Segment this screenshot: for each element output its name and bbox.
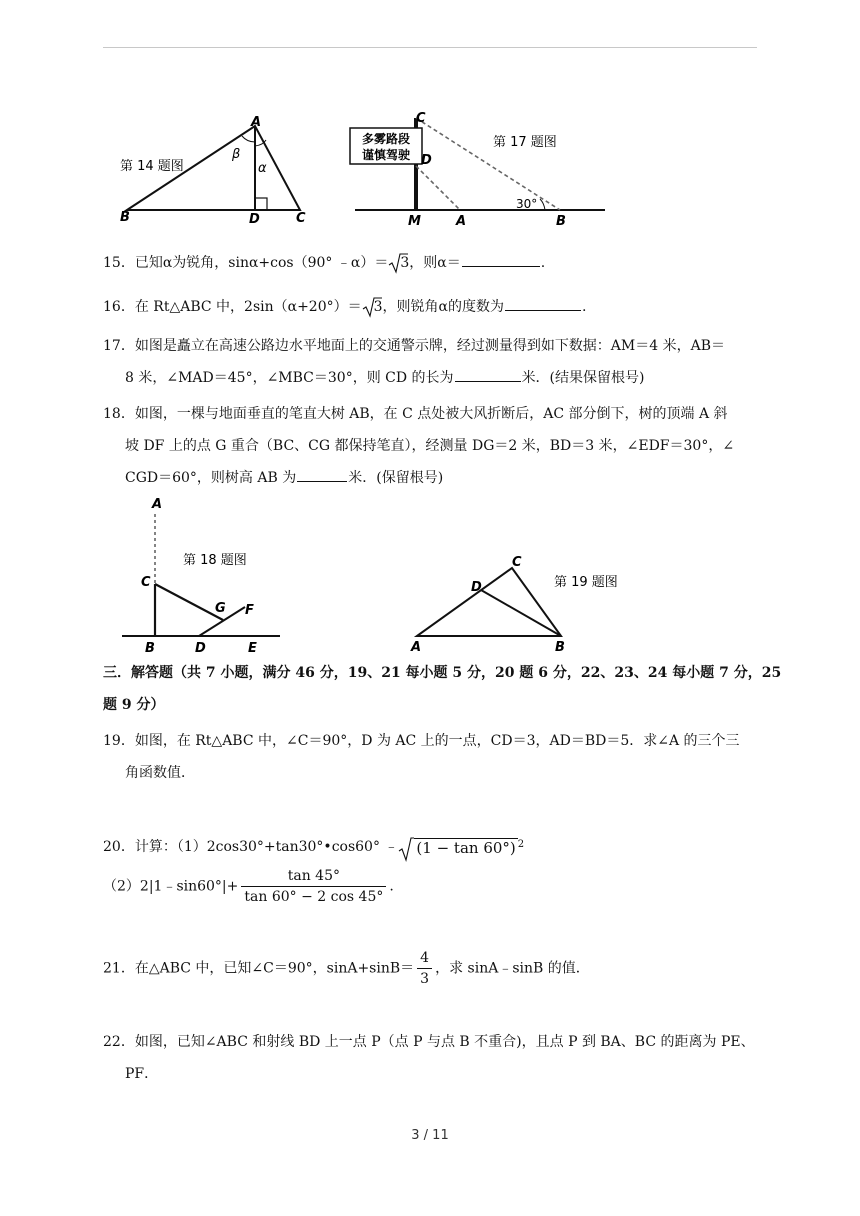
q21-text-b: ，求 sinA﹣sinB 的值．: [435, 960, 590, 977]
fig18-label-d: D: [195, 641, 206, 656]
fig18-label-b: B: [145, 641, 155, 656]
q21-text-a: 21．在△ABC 中，已知∠C＝90°，sinA+sinB＝: [103, 960, 415, 977]
fig14-label-a: A: [251, 115, 262, 130]
q17-line2: [103, 362, 763, 394]
q15-text-b: ，则α＝: [409, 255, 461, 271]
fig19-caption: 第 19 题图: [554, 575, 618, 590]
figure-19-drawing: [405, 552, 645, 656]
fig18-label-c: C: [141, 575, 151, 590]
page-number: 3 / 11: [411, 1128, 449, 1143]
question-20: [103, 832, 763, 862]
figure-14-drawing: [110, 112, 310, 230]
figure-18: [115, 494, 285, 656]
q15-number: 15．: [103, 255, 135, 271]
fig17-caption: 第 17 题图: [493, 135, 557, 150]
q15-end: .: [540, 255, 546, 271]
question-15: [103, 247, 763, 279]
header-rule: [103, 47, 757, 48]
q15-sqrt: [388, 247, 409, 279]
fig19-label-d: D: [471, 580, 482, 595]
fig18-label-a: A: [152, 497, 163, 512]
q20-part1-exponent: 2: [517, 839, 525, 850]
q18-line3-b: 米．(保留根号): [348, 470, 444, 486]
fig18-label-g: G: [215, 601, 226, 616]
q20-part2-denominator: tan 60° − 2 cos 45°: [244, 889, 384, 905]
fig17-angle: 30°: [516, 197, 538, 211]
q21-numerator: 4: [417, 948, 432, 969]
fig17-label-d: D: [421, 153, 432, 168]
fig19-label-c: C: [512, 555, 522, 570]
q16-text-a: 在 Rt△ABC 中，2sin（α+20°）＝: [134, 299, 362, 315]
q18-line2: 坡 DF 上的点 G 重合（BC、CG 都保持笔直），经测量 DG＝2 米，BD＝3 米，∠EDF＝30°，∠: [125, 438, 735, 454]
q19-line2: 角函数值．: [125, 765, 195, 781]
section-3-heading: [103, 657, 782, 721]
figure-17: [340, 108, 620, 230]
question-17: [103, 330, 763, 394]
q20-part2-numerator: tan 45°: [241, 866, 386, 887]
q20-part2-fraction: [241, 866, 386, 907]
q18-answer-blank[interactable]: [297, 464, 347, 482]
figure-18-drawing: [115, 494, 285, 656]
fig14-caption: 第 14 题图: [120, 159, 184, 174]
q15-radicand: 3: [400, 255, 410, 271]
q17-line2-a: 8 米，∠MAD＝45°，∠MBC＝30°，则 CD 的长为: [125, 370, 454, 386]
fig17-label-c: C: [416, 111, 426, 126]
fig18-label-f: F: [245, 603, 254, 618]
question-21: [103, 948, 763, 989]
q21-denominator: 3: [420, 971, 430, 987]
q20-part1-sqrt: [398, 832, 524, 862]
figure-17-drawing: [340, 108, 620, 230]
fig17-sign-line2: 谨慎驾驶: [361, 148, 411, 162]
question-19: [103, 725, 763, 789]
section3-line1: 三．解答题（共 7 小题，满分 46 分，19、21 每小题 5 分，20 题 6 分，22、23、24 每小题 7 分，25: [103, 665, 782, 681]
q17-answer-blank[interactable]: [455, 364, 521, 382]
q19-line1: 19．如图，在 Rt△ABC 中，∠C＝90°，D 为 AC 上的一点，CD＝3，AD＝BD＝5．求∠A 的三个三: [103, 733, 740, 749]
fig14-label-c: C: [296, 211, 306, 226]
fig14-label-d: D: [249, 212, 260, 227]
q15-answer-blank[interactable]: [462, 249, 540, 267]
q22-line2: PF．: [125, 1066, 159, 1082]
fig18-label-e: E: [248, 641, 257, 656]
q17-line2-b: 米．(结果保留根号): [521, 370, 645, 386]
fig14-label-alpha: α: [258, 161, 267, 176]
q22-line1: 22．如图，已知∠ABC 和射线 BD 上一点 P（点 P 与点 B 不重合)，且点 P 到 BA、BC 的距离为 PE、: [103, 1034, 755, 1050]
q20-part2-end: .: [389, 878, 394, 895]
q18-line3-a: CGD＝60°，则树高 AB 为: [125, 470, 297, 486]
q16-text-b: ，则锐角α的度数为: [382, 299, 505, 315]
q21-fraction: [417, 948, 432, 989]
q18-line3: [103, 462, 763, 494]
q20-part2-text: （2）2|1﹣sin60°|+: [103, 878, 239, 895]
section3-line2: 题 9 分）: [103, 697, 165, 713]
q15-text-a: 已知α为锐角，sinα+cos（90° ﹣α）＝: [134, 255, 389, 271]
fig17-sign-line1: 多雾路段: [361, 132, 411, 146]
fig18-caption: 第 18 题图: [183, 553, 247, 568]
q18-line1: 18．如图，一棵与地面垂直的笔直大树 AB，在 C 点处被大风折断后，AC 部分倒下，树的顶端 A 斜: [103, 406, 728, 422]
fig14-label-beta: β: [232, 147, 241, 162]
q17-line1: 17．如图是矗立在高速公路边水平地面上的交通警示牌，经过测量得到如下数据：AM＝4 米，AB＝: [103, 338, 726, 354]
fig17-label-m: M: [408, 214, 421, 229]
fig19-label-a: A: [411, 640, 422, 655]
fig17-label-a: A: [456, 214, 467, 229]
q16-number: 16．: [103, 299, 135, 315]
fig17-label-b: B: [556, 214, 566, 229]
q20-part1-radicand: (1 − tan 60°): [416, 838, 516, 857]
question-16: [103, 291, 763, 323]
figure-14: [110, 112, 310, 230]
fig19-label-b: B: [555, 640, 565, 655]
q16-answer-blank[interactable]: [505, 293, 581, 311]
q16-radicand: 3: [373, 299, 383, 315]
q16-sqrt: [362, 291, 383, 323]
q20-part1-text: 20．计算：（1）2cos30°+tan30°•cos60° ﹣: [103, 838, 399, 855]
fig14-label-b: B: [120, 210, 130, 225]
question-22: [103, 1026, 763, 1090]
question-20-part-2: [103, 866, 763, 907]
q16-end: .: [582, 299, 587, 315]
figure-19: [405, 552, 645, 656]
question-18: [103, 398, 763, 494]
